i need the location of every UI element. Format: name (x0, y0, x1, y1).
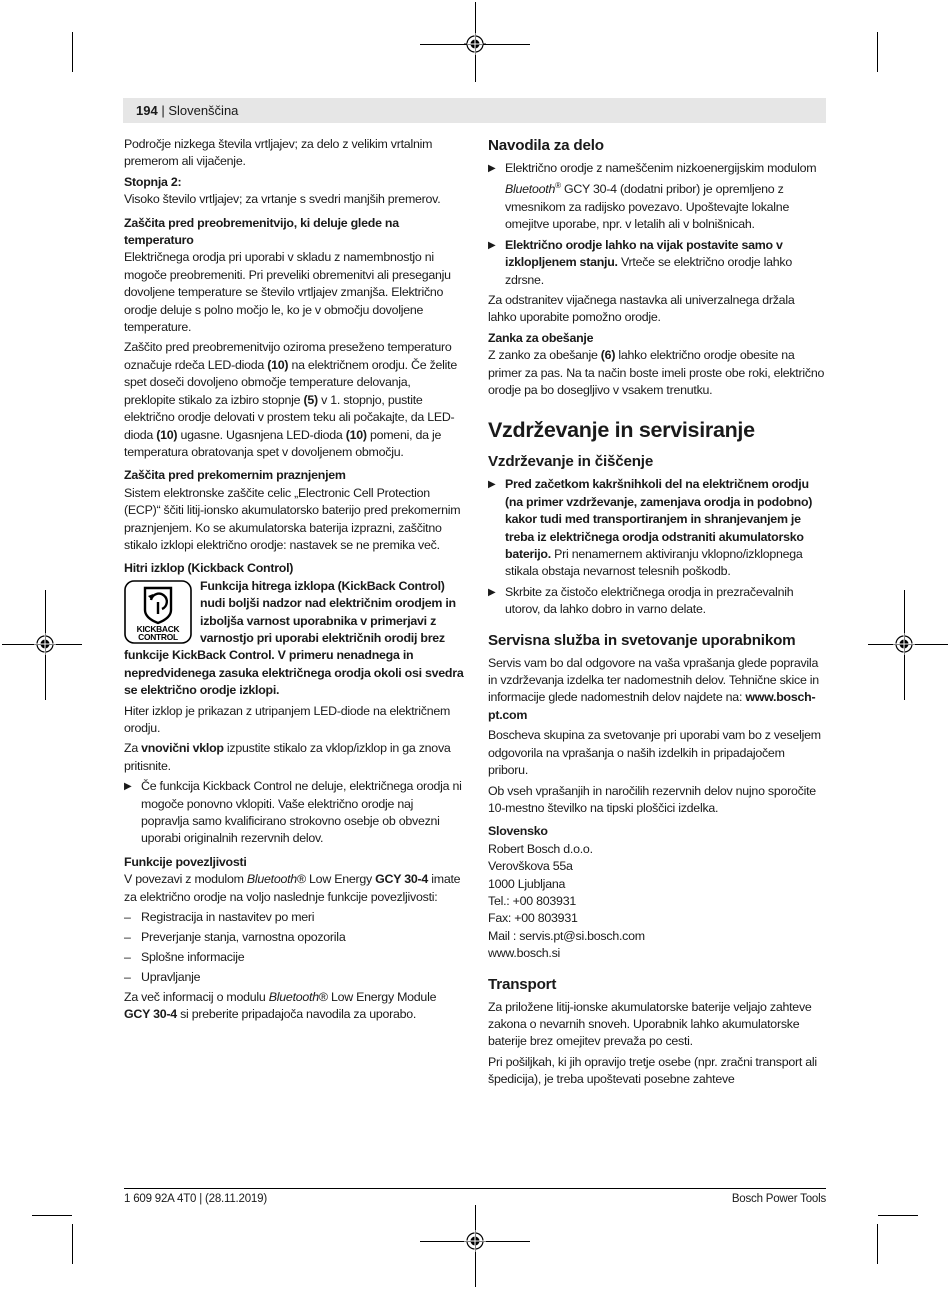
kickback-block (124, 578, 464, 700)
paragraph: Za odstranitev vijačnega nastavka ali univerzalnega držala lahko uporabite pomožno orodje. (488, 292, 795, 325)
page-number: 194 (136, 103, 158, 118)
paragraph: Ob vseh vprašanjih in naročilih rezervnih delov nujno sporočite 10-mestno številko na tipski ploščici izdelka. (488, 783, 816, 815)
address-block (488, 841, 826, 963)
footer-rule (124, 1188, 826, 1189)
arrow-bullet-icon: ▶ (488, 239, 496, 251)
paragraph: Pri pošiljkah, ki jih opravijo tretje osebe (npr. zračni transport ali špedicija), je treba upoštevati posebne zahteve (488, 1054, 817, 1087)
crop-mark (877, 32, 878, 72)
bullet: ▶ Električno orodje lahko na vijak postavite samo v izklopljenem stanju. Vrteče se električno orodje lahko zdrsne. (488, 237, 826, 289)
list-item: – Preverjanje stanja, varnostna opozorila (124, 929, 346, 944)
crop-mark (878, 1215, 918, 1216)
address-line: Tel.: +00 803931 (488, 893, 576, 908)
document-id: 1 609 92A 4T0 | (28.11.2019) (124, 1193, 267, 1205)
connectivity-heading: Funkcije povezljivosti (124, 854, 247, 869)
kickback-icon-line1: KICKBACK (136, 623, 180, 634)
registration-mark-icon (464, 33, 486, 55)
list-item: – Upravljanje (124, 969, 201, 984)
paragraph: Visoko število vrtljajev; za vrtanje s svedri manjših premerov. (124, 192, 441, 207)
left-column (124, 136, 464, 1027)
warning-bullet: ▶ Če funkcija Kickback Control ne deluje, električnega orodja ni mogoče ponovno vklopiti. Vaše električno orodje naj popravlja samo kvalificirano strokovno osebje ob obvezni uporabi originalnih rezervnih delov. (124, 778, 464, 848)
paragraph: Električnega orodja pri uporabi v skladu z namembnostjo ni mogoče preobremeniti. Pri preveliki obremenitvi ali preseganju dovoljene temperature se število vrtljajev zmanjša. Električno orodje deluje s polno močjo le, ko je v območju dovoljene temperature. (124, 250, 451, 335)
arrow-bullet-icon: ▶ (488, 479, 496, 491)
transport-heading: Transport (488, 975, 557, 993)
brand-label: Bosch Power Tools (731, 1193, 826, 1205)
list-item: – Registracija in nastavitev po meri (124, 910, 315, 925)
address-line: Robert Bosch d.o.o. (488, 841, 593, 856)
registration-mark-icon (464, 1230, 486, 1252)
service-link[interactable]: www.bosch-pt.com (488, 690, 816, 722)
page-header: 194 | Slovenščina (136, 103, 239, 118)
paragraph: Servis vam bo dal odgovore na vaša vprašanja glede popravila in vzdrževanja izdelka ter nadomestnih delov. Tehnične skice in informacije glede nadomestnih delov najdete na: www.bosch-pt.com (488, 655, 819, 722)
paragraph: V povezavi z modulom Bluetooth® Low Energy GCY 30-4 imate za električno orodje na voljo naslednje funkcije povezljivosti: (124, 872, 461, 904)
paragraph: Zaščito pred preobremenitvijo oziroma preseženo temperaturo označuje rdeča LED-dioda (10) na električnem orodju. Če želite spet doseči dovoljeno območje temperature delovanja, preklopite stikalo za izbiro stopnje (5) v 1. stopnjo, pustite električno orodje delovati v prostem teku ali počakajte, da LED-dioda (10) ugasne. Ugasnjena LED-dioda (10) pomeni, da je temperatura obratovanja spet v dovoljenem območju. (124, 340, 458, 459)
discharge-heading: Zaščita pred prekomernim praznjenjem (124, 468, 346, 483)
bullet: ▶ Električno orodje z nameščenim nizkoenergijskim modulom Bluetooth® GCY 30-4 (dodatni pribor) je opremljeno z vmesnikom za radijsko povezavo. Upoštevajte lokalne omejitve uporabe, npr. v letalih ali v bolnišnicah. (488, 160, 826, 234)
paragraph: Področje nizkega števila vrtljajev; za delo z velikim vrtalnim premerom ali vijačenje. (124, 137, 433, 169)
arrow-bullet-icon: ▶ (488, 163, 496, 174)
crop-mark (877, 1224, 878, 1264)
work-heading: Navodila za delo (488, 137, 604, 154)
crop-mark (72, 1224, 73, 1264)
arrow-bullet-icon: ▶ (488, 586, 496, 598)
stage2-heading: Stopnja 2: (124, 174, 182, 189)
overload-heading: Zaščita pred preobremenitvijo, ki deluje glede na temperaturo (124, 215, 399, 248)
paragraph: Hiter izklop je prikazan z utripanjem LED-diode na električnem orodju. (124, 703, 451, 735)
address-line: Verovškova 55a (488, 859, 573, 874)
kickback-heading: Hitri izklop (Kickback Control) (124, 561, 294, 576)
paragraph: Za priložene litij-ionske akumulatorske baterije veljajo zahteve zakona o nevarnih snoveh. Uporabnik lahko akumulatorske baterije brez omejitev prevaža po cesti. (488, 999, 812, 1049)
arrow-bullet-icon: ▶ (124, 781, 132, 793)
paragraph: Za vnovični vklop izpustite stikalo za vklop/izklop in ga znova pritisnite. (124, 741, 451, 773)
registration-mark-icon (893, 633, 915, 655)
address-line: Fax: +00 803931 (488, 911, 578, 926)
paragraph: Sistem elektronske zaščite celic „Electronic Cell Protection (ECP)“ ščiti litij-ionsko akumulatorsko baterijo pred prekomernim praznjenjem. Ko se akumulatorska baterija izprazni, zaščitno stikalo izklopi električno orodje: nastavek se ne premika več. (124, 485, 461, 552)
kickback-description: Funkcija hitrega izklopa (KickBack Control) nudi boljši nadzor nad električnim orodjem in izboljša varnost uporabnika v primerjavi z varnostjo pri uporabi električnih orodij brez funkcije KickBack Control. V primeru nenadnega in nepredvidenega zasuka električnega orodja okoli osi svedra se električno orodje izklopi. (124, 578, 464, 698)
cleaning-heading: Vzdrževanje in čiščenje (488, 453, 654, 471)
paragraph: Z zanko za obešanje (6) lahko električno orodje obesite na primer za pas. Na ta način boste imeli proste obe roki, električno orodje pa bo dosegljivo v vsakem trenutku. (488, 348, 825, 397)
paragraph: Za več informacij o modulu Bluetooth® Low Energy Module GCY 30-4 si preberite pripadajoča navodila za uporabo. (124, 989, 437, 1022)
language-label: Slovenščina (168, 103, 239, 118)
kickback-control-icon (124, 580, 192, 644)
list-item: – Splošne informacije (124, 949, 245, 964)
paragraph: Boscheva skupina za svetovanje pri uporabi vam bo z veseljem odgovorila na vprašanja o naših izdelkih in pripadajočem priboru. (488, 728, 821, 778)
right-column (488, 136, 826, 1092)
country-heading: Slovensko (488, 824, 548, 839)
crop-mark (72, 32, 73, 72)
maintenance-title: Vzdrževanje in servisiranje (488, 418, 755, 443)
bullet: ▶ Pred začetkom kakršnihkoli del na električnem orodju (na primer vzdrževanje, zamenjava orodja in podobno) kakor tudi med transportiranjem in shranjevanjem je treba iz električnega orodja odstraniti akumulatorsko baterijo. Pri nenamernem aktiviranju vklopno/izklopnega stikala obstaja nevarnost telesnih poškodb. (488, 476, 826, 580)
crop-mark (32, 1215, 72, 1216)
kickback-icon-line2: CONTROL (138, 631, 178, 642)
bullet: ▶ Skrbite za čistočo električnega orodja in prezračevalnih utorov, da lahko dobro in varno delate. (488, 584, 826, 619)
address-line[interactable]: Mail : servis.pt@si.bosch.com (488, 928, 645, 943)
registration-mark-icon (34, 633, 56, 655)
address-line: 1000 Ljubljana (488, 876, 566, 891)
hook-heading: Zanka za obešanje (488, 330, 594, 345)
service-heading: Servisna služba in svetovanje uporabnikom (488, 631, 796, 649)
address-line[interactable]: www.bosch.si (488, 946, 561, 961)
